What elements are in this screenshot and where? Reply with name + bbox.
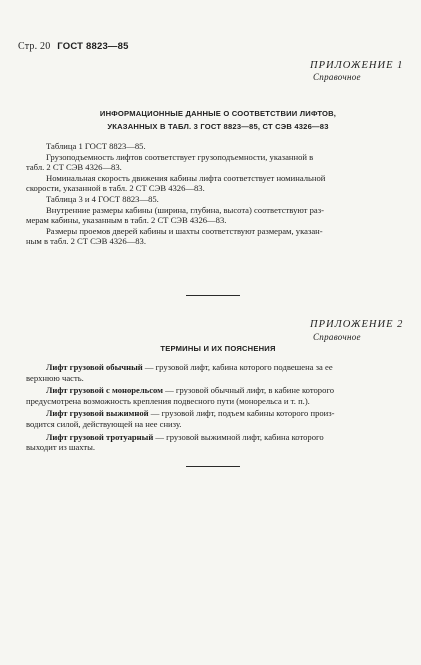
appendix-1-title	[18, 107, 418, 133]
appendix-2-note: Справочное	[313, 332, 361, 342]
term-name: Лифт грузовой с монорельсом	[46, 385, 164, 396]
term-item	[26, 362, 400, 383]
term-name: Лифт грузовой обычный	[46, 362, 143, 372]
term-item	[26, 385, 400, 406]
term-definition: — грузовой лифт, подъем кабины которого произ-	[148, 408, 335, 419]
term-item	[26, 408, 400, 429]
appendix-1-label: ПРИЛОЖЕНИЕ 1	[310, 60, 404, 71]
term-definition-cont: верхнюю часть.	[26, 372, 84, 383]
term-definition: — грузовой лифт, кабина которого подвешена за ее	[142, 362, 333, 372]
term-definition-cont: предусмотрена возможность крепления подвесного пути (монорельса и т. п.).	[26, 395, 310, 406]
term-name: Лифт грузовой выжимной	[46, 408, 149, 419]
body-line: Таблица 1 ГОСТ 8823—85.	[46, 141, 146, 151]
term-definition-cont: водится силой, действующей на нее снизу.	[26, 418, 182, 429]
term-name: Лифт грузовой тротуарный	[46, 431, 154, 442]
body-line: Номинальная скорость движения кабины лифта соответствует номинальной	[46, 172, 326, 183]
body-line: Размеры проемов дверей кабины и шахты соответствуют размерам, указан-	[46, 225, 323, 236]
page-header	[18, 41, 129, 52]
section-divider	[186, 466, 240, 467]
body-line: мерам кабины, указанным в табл. 2 СТ СЭВ 4326—83.	[26, 215, 227, 226]
body-line: ным в табл. 2 СТ СЭВ 4326—83.	[26, 236, 146, 247]
section-divider	[186, 295, 240, 296]
body-line: табл. 2 СТ СЭВ 4326—83.	[26, 162, 122, 173]
appendix-1-title-line2: УКАЗАННЫХ В ТАБЛ. 3 ГОСТ 8823—85, СТ СЭВ 4326—83	[107, 122, 329, 131]
page-number: Стр. 20	[18, 41, 51, 52]
appendix-1-body	[26, 141, 398, 247]
appendix-2-label: ПРИЛОЖЕНИЕ 2	[310, 319, 404, 330]
term-definition: — грузовой выжимной лифт, кабина которого	[153, 431, 324, 442]
term-definition: — грузовой обычный лифт, в кабине которого	[163, 385, 335, 396]
appendix-2-title: ТЕРМИНЫ И ИХ ПОЯСНЕНИЯ	[160, 344, 276, 353]
term-item	[26, 432, 400, 453]
body-line: Таблица 3 и 4 ГОСТ 8823—85.	[46, 193, 159, 204]
body-line: Внутренние размеры кабины (ширина, глубина, высота) соответствуют раз-	[46, 204, 324, 215]
body-line: Грузоподъемность лифтов соответствует грузоподъемности, указанной в	[46, 151, 314, 162]
body-line: скорости, указанной в табл. 2 СТ СЭВ 4326—83.	[26, 183, 205, 194]
standard-code: ГОСТ 8823—85	[57, 41, 129, 52]
terms-list	[26, 362, 400, 453]
appendix-1-note: Справочное	[313, 72, 361, 82]
term-definition-cont: выходит из шахты.	[26, 442, 96, 453]
appendix-1-title-line1: ИНФОРМАЦИОННЫЕ ДАННЫЕ О СООТВЕТСТВИИ ЛИФТОВ,	[99, 109, 337, 118]
